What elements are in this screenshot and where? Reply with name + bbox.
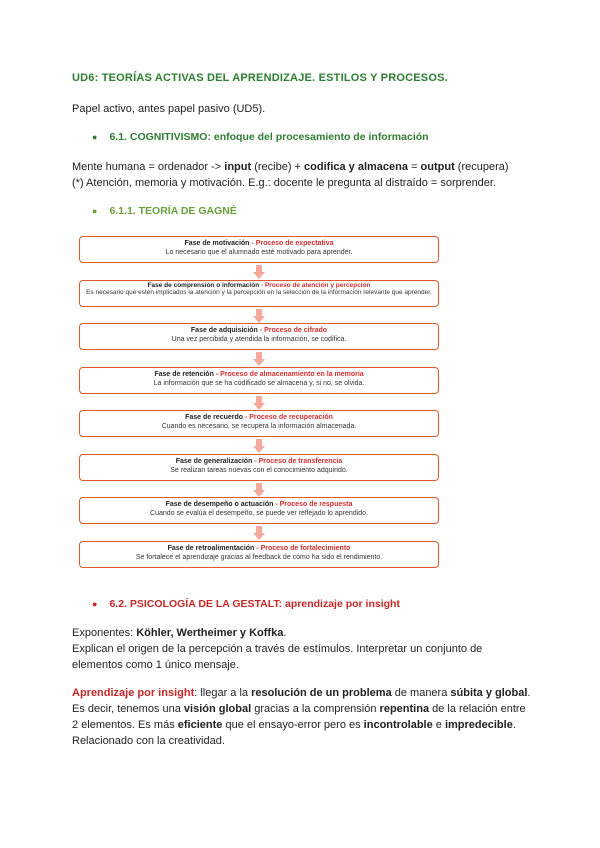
gagne-stage-box (79, 236, 439, 263)
bold-output: output (420, 161, 455, 173)
stage-phase: Fase de retención (154, 371, 214, 378)
stage-phase: Fase de generalización (175, 458, 253, 465)
bold-span: eficiente (177, 719, 223, 731)
arrow-shaft (256, 265, 262, 272)
gagne-stage-box (79, 497, 439, 524)
page-title: UD6: TEORÍAS ACTIVAS DEL APRENDIZAJE. ESTILOS Y PROCESOS. (72, 72, 448, 84)
stage-title-line (80, 544, 438, 553)
stage-description: Es necesario que estén implicados la atención y la percepción en la selección de la información relevante que aprender. (86, 289, 432, 296)
bold-span: incontrolable (363, 719, 433, 731)
bullet-icon: ● (92, 206, 98, 216)
stage-process: Proceso de transferencia (258, 458, 343, 465)
arrow-head (253, 490, 265, 497)
gagne-flow-diagram (79, 236, 441, 578)
stage-separator: - (213, 371, 221, 378)
stage-title-line (80, 500, 438, 509)
arrow-head (253, 533, 265, 540)
bold-codifica: codifica y almacena (304, 161, 408, 173)
text-span: de la relación entre 2 elementos. Es más (72, 703, 526, 731)
insight-term: Aprendizaje por insight (72, 687, 195, 699)
bullet-icon: ● (92, 132, 98, 142)
text-span: = (408, 161, 421, 173)
section-6-1-1-label: 6.1.1. TEORÍA DE GAGNÉ (109, 205, 237, 217)
stage-process: Proceso de atención y percepción (264, 282, 371, 289)
gagne-stage-box (79, 323, 439, 350)
stage-description: Se fortalece el aprendizaje gracias al feedback de cómo ha sido el rendimiento. (135, 554, 383, 561)
down-arrow-icon (253, 439, 265, 453)
stage-separator: - (249, 240, 256, 247)
stage-description: Cuando se evalúa el desempeño, se puede ver reflejado lo aprendido. (150, 510, 368, 517)
text-span: gracias a la comprensión (251, 703, 380, 715)
section-6-1-1-heading (92, 205, 237, 217)
text-span: que el ensayo-error pero es (222, 719, 364, 731)
stage-separator: - (252, 458, 259, 465)
arrow-head (253, 446, 265, 453)
stage-description: Cuando es necesario, se recupera la información almacenada. (161, 423, 357, 430)
arrow-head (253, 403, 265, 410)
bold-input: input (224, 161, 252, 173)
stage-description: La información que se ha codificado se almacena y, si no, se olvida. (153, 380, 365, 387)
gagne-stage-box (79, 367, 439, 394)
arrow-head (253, 316, 265, 323)
arrow-head (253, 359, 265, 366)
arrow-shaft (256, 309, 262, 316)
stage-phase: Fase de adquisición (190, 327, 258, 334)
stage-phase: Fase de recuerdo (185, 414, 244, 421)
stage-description: Se realizan tareas nuevas con el conocimiento adquirido. (170, 467, 348, 474)
stage-process: Proceso de respuesta (279, 501, 353, 508)
bold-span: impredecible (444, 719, 513, 731)
text-span: Exponentes: (72, 627, 137, 639)
arrow-shaft (256, 483, 262, 490)
stage-phase: Fase de desempeño o actuación (165, 501, 274, 508)
gagne-stage-box (79, 541, 439, 568)
text-span: . Relacionado con la creatividad. (72, 719, 516, 747)
arrow-shaft (256, 439, 262, 446)
text-span: de manera (391, 687, 451, 699)
stage-title-line (80, 370, 438, 379)
gagne-stage-box (79, 410, 439, 437)
nota-paragraph: (*) Atención, memoria y motivación. E.g.: docente le pregunta al distraído = sorprender. (72, 177, 497, 189)
gagne-stage-box (79, 280, 439, 307)
bullet-icon: ● (92, 599, 98, 609)
bold-span: repentina (379, 703, 430, 715)
text-span: : llegar a la (194, 687, 252, 699)
stage-separator: - (257, 327, 265, 334)
bold-span: resolución de un problema (251, 687, 392, 699)
down-arrow-icon (253, 309, 265, 323)
text-span: (recupera) (454, 161, 509, 173)
text-span: e (432, 719, 445, 731)
down-arrow-icon (253, 526, 265, 540)
stage-process: Proceso de almacenamiento en la memoria (220, 371, 364, 378)
section-6-2-label: 6.2. PSICOLOGÍA DE LA GESTALT: aprendizaje por insight (109, 598, 400, 610)
bold-span: súbita y global (450, 687, 528, 699)
intro-paragraph: Papel activo, antes papel pasivo (UD5). (72, 103, 266, 115)
stage-separator: - (254, 545, 261, 552)
stage-separator: - (259, 282, 265, 289)
section-6-1-label: 6.1. COGNITIVISMO: enfoque del procesamiento de información (109, 131, 429, 143)
bold-span: visión global (183, 703, 252, 715)
arrow-shaft (256, 352, 262, 359)
text-span: . (283, 627, 287, 639)
mente-paragraph (72, 159, 542, 175)
down-arrow-icon (253, 265, 265, 279)
stage-process: Proceso de expectativa (255, 240, 334, 247)
section-6-1-heading (92, 131, 429, 143)
stage-title-line (80, 457, 438, 466)
down-arrow-icon (253, 396, 265, 410)
arrow-shaft (256, 526, 262, 533)
stage-phase: Fase de retroalimentación (167, 545, 255, 552)
stage-process: Proceso de recuperación (249, 414, 333, 421)
stage-separator: - (273, 501, 280, 508)
insight-paragraph (72, 685, 532, 749)
section-6-2-heading (92, 598, 400, 610)
stage-title-line (80, 239, 438, 248)
down-arrow-icon (253, 352, 265, 366)
stage-title-line (80, 326, 438, 335)
stage-process: Proceso de fortalecimiento (260, 545, 351, 552)
stage-title-line (80, 282, 438, 289)
stage-process: Proceso de cifrado (264, 327, 328, 334)
text-span: . Es decir, tenemos una (72, 687, 531, 715)
stage-phase: Fase de comprensión o información (147, 282, 260, 289)
stage-description: Lo necesario que el alumnado esté motivado para aprender. (165, 249, 353, 256)
bold-authors: Köhler, Wertheimer y Koffka (136, 627, 284, 639)
stage-phase: Fase de motivación (184, 240, 250, 247)
stage-description: Una vez percibida y atendida la información, se codifica. (171, 336, 347, 343)
down-arrow-icon (253, 483, 265, 497)
arrow-shaft (256, 396, 262, 403)
text-span: (recibe) + (251, 161, 305, 173)
exponentes-paragraph (72, 625, 532, 641)
explican-paragraph: Explican el origen de la percepción a través de estímulos. Interpretar un conjunto de elementos como 1 único mensaje. (72, 643, 483, 671)
stage-title-line (80, 413, 438, 422)
arrow-head (253, 272, 265, 279)
gagne-stage-box (79, 454, 439, 481)
text-span: Mente humana = ordenador -> (72, 161, 225, 173)
stage-separator: - (243, 414, 250, 421)
